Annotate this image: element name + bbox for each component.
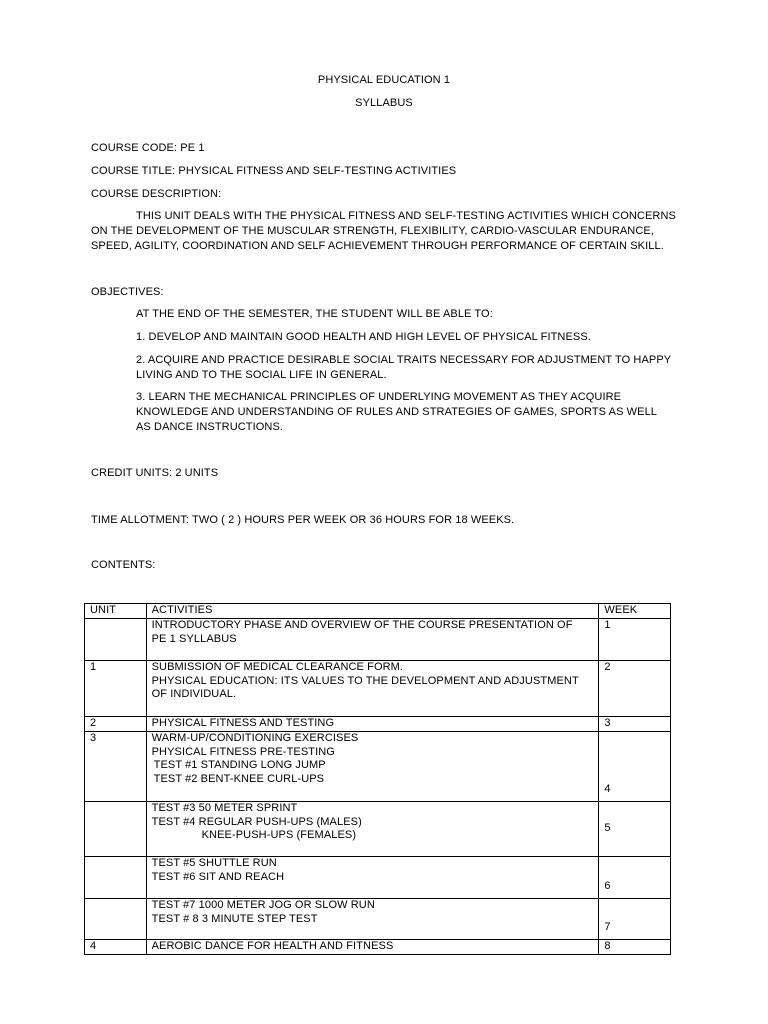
unit-cell [85, 857, 147, 899]
objective-item-3-line: 3. LEARN THE MECHANICAL PRINCIPLES OF UNDERLYING MOVEMENT AS THEY ACQUIRE [136, 391, 622, 403]
objectives-label: OBJECTIVES: [91, 286, 164, 298]
objective-item-3-line: AS DANCE INSTRUCTIONS. [136, 421, 284, 433]
activity-line: PE 1 SYLLABUS [151, 632, 237, 645]
activity-line: WARM-UP/CONDITIONING EXERCISES [151, 732, 359, 744]
activity-line: TEST #5 SHUTTLE RUN [151, 857, 277, 869]
week-cell: 2 [599, 661, 671, 717]
table-row [85, 732, 671, 802]
activities-cell [146, 899, 599, 940]
table-row [85, 899, 671, 940]
week-cell: 5 [599, 802, 671, 857]
course-description-line: SPEED, AGILITY, COORDINATION AND SELF ACHIEVEMENT THROUGH PERFORMANCE OF CERTAIN SKILL. [91, 240, 664, 252]
activity-line: TEST #1 STANDING LONG JUMP [153, 759, 326, 772]
activity-line: TEST #3 50 METER SPRINT [151, 802, 298, 814]
activity-line: OF INDIVIDUAL. [151, 688, 237, 701]
table-row [85, 717, 671, 732]
unit-cell [85, 899, 147, 940]
activity-line: TEST #7 1000 METER JOG OR SLOW RUN [151, 899, 375, 911]
course-description-line: THIS UNIT DEALS WITH THE PHYSICAL FITNESS AND SELF-TESTING ACTIVITIES WHICH CONCERNS [136, 210, 676, 222]
week-cell: 3 [599, 717, 671, 732]
activity-line: PHYSICAL FITNESS AND TESTING [151, 717, 335, 729]
activity-line: PHYSICAL EDUCATION: ITS VALUES TO THE DEVELOPMENT AND ADJUSTMENT [151, 674, 579, 687]
week-cell: 4 [599, 732, 671, 802]
objectives-intro: AT THE END OF THE SEMESTER, THE STUDENT WILL BE ABLE TO: [136, 308, 493, 320]
course-title: COURSE TITLE: PHYSICAL FITNESS AND SELF-TESTING ACTIVITIES [91, 165, 457, 177]
course-code: COURSE CODE: PE 1 [91, 142, 205, 154]
activities-cell [146, 619, 599, 661]
unit-cell: 1 [85, 661, 147, 717]
course-description-label: COURSE DESCRIPTION: [91, 188, 222, 200]
activities-cell [146, 717, 599, 732]
credit-units: CREDIT UNITS: 2 UNITS [91, 467, 219, 479]
document-subtitle: SYLLABUS [355, 97, 413, 109]
document-title: PHYSICAL EDUCATION 1 [317, 74, 451, 86]
unit-cell [85, 619, 147, 661]
activity-line: TEST #4 REGULAR PUSH-UPS (MALES) [151, 815, 362, 828]
activity-line: INTRODUCTORY PHASE AND OVERVIEW OF THE COURSE PRESENTATION OF [151, 619, 573, 631]
objective-item-2-line: 2. ACQUIRE AND PRACTICE DESIRABLE SOCIAL TRAITS NECESSARY FOR ADJUSTMENT TO HAPPY [136, 354, 672, 366]
table-row [85, 857, 671, 899]
table-header-row [85, 604, 671, 619]
table-row [85, 802, 671, 857]
contents-label: CONTENTS: [91, 559, 156, 571]
objective-item-3-line: KNOWLEDGE AND UNDERSTANDING OF RULES AND STRATEGIES OF GAMES, SPORTS AS WELL [136, 406, 658, 418]
table-row [85, 619, 671, 661]
objective-item-2-line: LIVING AND TO THE SOCIAL LIFE IN GENERAL. [136, 369, 387, 381]
contents-table [84, 603, 671, 955]
activity-line: TEST #2 BENT-KNEE CURL-UPS [153, 773, 325, 786]
week-cell: 6 [599, 857, 671, 899]
course-description-line: ON THE DEVELOPMENT OF THE MUSCULAR STRENGTH, FLEXIBILITY, CARDIO-VASCULAR ENDURANCE, [91, 225, 654, 237]
week-header: WEEK [599, 604, 671, 619]
activity-line: SUBMISSION OF MEDICAL CLEARANCE FORM. [151, 661, 404, 673]
week-cell: 7 [599, 899, 671, 940]
unit-cell: 2 [85, 717, 147, 732]
objective-item-1: 1. DEVELOP AND MAINTAIN GOOD HEALTH AND HIGH LEVEL OF PHYSICAL FITNESS. [136, 331, 591, 343]
unit-cell [85, 802, 147, 857]
activities-header: ACTIVITIES [146, 604, 599, 619]
week-cell: 1 [599, 619, 671, 661]
unit-cell: 3 [85, 732, 147, 802]
activities-cell [146, 857, 599, 899]
activity-line: TEST # 8 3 MINUTE STEP TEST [151, 912, 318, 925]
activity-line: KNEE-PUSH-UPS (FEMALES) [201, 829, 357, 842]
activity-line: AEROBIC DANCE FOR HEALTH AND FITNESS [151, 940, 394, 952]
week-cell: 8 [599, 940, 671, 955]
activities-cell [146, 661, 599, 717]
table-row [85, 940, 671, 955]
table-row [85, 661, 671, 717]
activities-cell [146, 732, 599, 802]
unit-cell: 4 [85, 940, 147, 955]
activity-line: PHYSICAL FITNESS PRE-TESTING [151, 745, 335, 758]
activities-cell [146, 802, 599, 857]
time-allotment: TIME ALLOTMENT: TWO ( 2 ) HOURS PER WEEK OR 36 HOURS FOR 18 WEEKS. [91, 514, 515, 526]
activity-line: TEST #6 SIT AND REACH [151, 870, 285, 883]
unit-header: UNIT [85, 604, 147, 619]
activities-cell [146, 940, 599, 955]
